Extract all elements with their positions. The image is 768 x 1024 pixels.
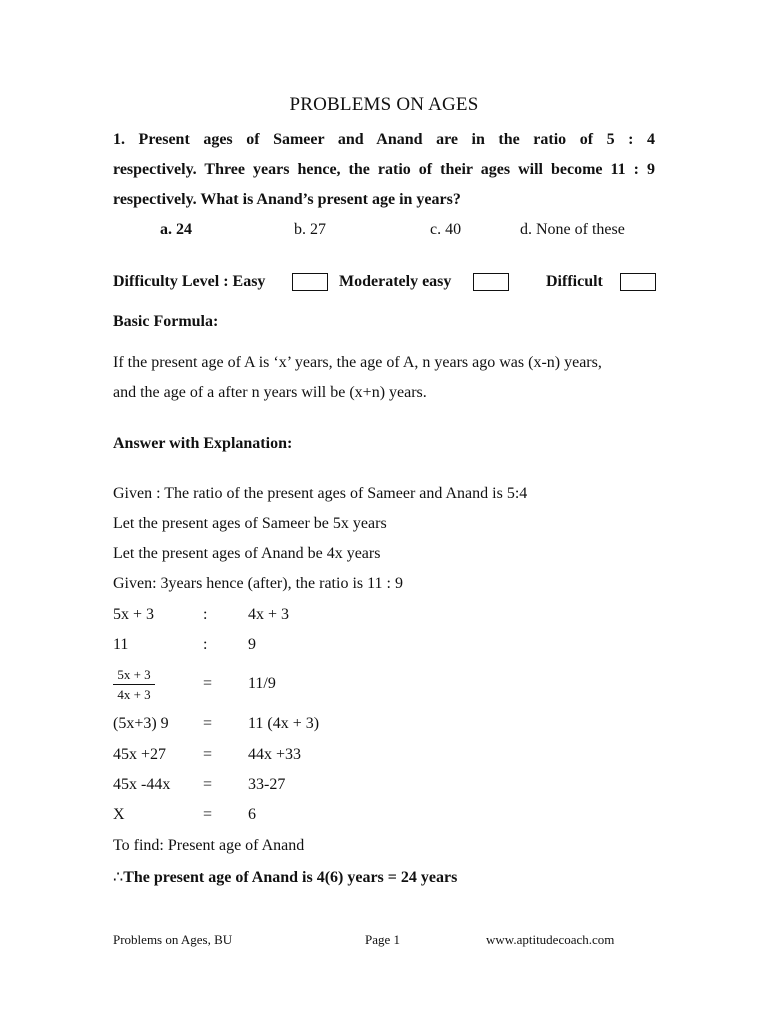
formula-heading: Basic Formula: — [113, 313, 219, 330]
step-2-right: 9 — [248, 636, 256, 653]
answer-line-hence: Given: 3years hence (after), the ratio is 11 : 9 — [113, 575, 403, 592]
footer-left: Problems on Ages, BU — [113, 932, 233, 947]
formula-line-2: and the age of a after n years will be (x+n) years. — [113, 384, 427, 401]
question-line-2: respectively. Three years hence, the ratio of their ages will become 11 : 9 — [113, 161, 655, 178]
option-d: d. None of these — [520, 221, 625, 238]
step-7-op: = — [203, 806, 213, 823]
step-3-right: 11/9 — [248, 675, 276, 692]
answer-line-given: Given : The ratio of the present ages of Sameer and Anand is 5:4 — [113, 485, 528, 502]
answer-heading: Answer with Explanation: — [113, 435, 293, 452]
difficulty-moderate-label: Moderately easy — [339, 273, 452, 290]
fraction-bar — [113, 684, 155, 685]
step-5-op: = — [203, 746, 213, 763]
step-2-op: : — [203, 636, 208, 653]
conclusion-line — [113, 867, 457, 887]
option-c: c. 40 — [430, 221, 462, 238]
conclusion-text: The present age of Anand is 4(6) years = 24 years — [123, 869, 458, 886]
question-line-1: 1. Present ages of Sameer and Anand are in the ratio of 5 : 4 — [113, 131, 655, 148]
fraction-numerator: 5x + 3 — [117, 667, 151, 682]
page-title: PROBLEMS ON AGES — [289, 94, 479, 115]
step-1-op: : — [203, 606, 208, 623]
option-a: a. 24 — [160, 221, 192, 238]
answer-line-sameer: Let the present ages of Sameer be 5x years — [113, 515, 387, 532]
step-4-op: = — [203, 715, 213, 732]
step-7-right: 6 — [248, 806, 256, 823]
therefore-icon: ∴ — [113, 869, 124, 886]
difficulty-difficult-label: Difficult — [546, 273, 603, 290]
difficulty-moderate-checkbox[interactable] — [473, 273, 509, 291]
step-6-right: 33-27 — [248, 776, 286, 793]
step-5-left: 45x +27 — [113, 746, 167, 763]
difficulty-easy-label: Difficulty Level : Easy — [113, 273, 266, 290]
formula-line-1: If the present age of A is ‘x’ years, the age of A, n years ago was (x-n) years, — [113, 354, 602, 371]
step-4-left: (5x+3) 9 — [113, 715, 169, 732]
step-3-op: = — [203, 675, 213, 692]
difficulty-easy-checkbox[interactable] — [292, 273, 328, 291]
step-6-left: 45x -44x — [113, 776, 171, 793]
question-line-3: respectively. What is Anand’s present age in years? — [113, 191, 461, 208]
step-6-op: = — [203, 776, 213, 793]
step-7-left: X — [113, 806, 125, 823]
fraction-denominator: 4x + 3 — [117, 687, 151, 702]
answer-line-anand: Let the present ages of Anand be 4x years — [113, 545, 381, 562]
step-1-right: 4x + 3 — [248, 606, 290, 623]
footer-website: www.aptitudecoach.com — [486, 932, 615, 947]
footer-page-number: Page 1 — [365, 932, 401, 947]
step-2-left: 11 — [113, 636, 129, 653]
step-4-right: 11 (4x + 3) — [248, 715, 320, 732]
option-b: b. 27 — [294, 221, 326, 238]
step-5-right: 44x +33 — [248, 746, 302, 763]
step-1-left: 5x + 3 — [113, 606, 155, 623]
to-find-line: To find: Present age of Anand — [113, 837, 305, 854]
difficulty-difficult-checkbox[interactable] — [620, 273, 656, 291]
